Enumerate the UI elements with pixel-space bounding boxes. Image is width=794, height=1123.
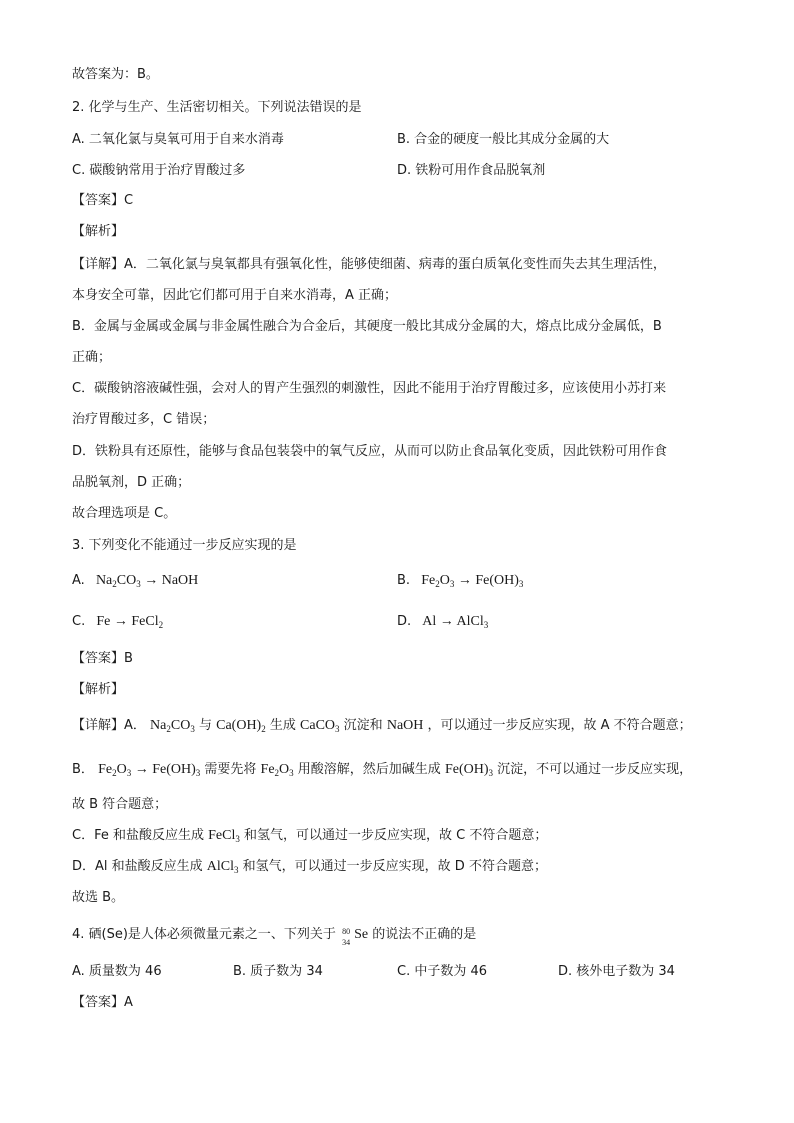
formula: $Fe_2O_3 \to Fe(OH)_3$ — [414, 573, 524, 589]
formula: FeCl$_3$ — [208, 828, 240, 844]
question-2-explanation-line-3: B．金属与金属或金属与非金属性融合为合金后，其硬度一般比其成分金属的大，熔点比成分金属低，B — [72, 319, 662, 334]
option-letter: B. — [397, 573, 411, 588]
text-segment: D．Al 和盐酸反应生成 — [72, 859, 203, 874]
formula: $Fe_2O_3 \to Fe(OH)_3$ — [98, 762, 201, 778]
question-4-option-d: D. 核外电子数为 34 — [558, 964, 675, 979]
text-segment: C．Fe 和盐酸反应生成 — [72, 828, 204, 843]
text-segment: 沉淀和 — [343, 718, 383, 733]
question-4-option-c: C. 中子数为 46 — [397, 964, 488, 979]
label-a: 【详解】A． — [72, 718, 146, 733]
question-4-stem — [72, 926, 477, 947]
text-segment: 沉淀，不可以通过一步反应实现， — [497, 762, 693, 777]
text-segment: 生成 — [269, 718, 296, 733]
label-b: B． — [72, 762, 94, 777]
question-3-explanation-d — [72, 858, 547, 876]
formula: CaCO$_3$ — [300, 718, 340, 734]
text-segment: 和氢气，可以通过一步反应实现，故 D 不符合题意； — [242, 859, 547, 874]
text-segment: 4. 硒(Se)是人体必须微量元素之一、下列关于 — [72, 927, 336, 942]
question-4-option-a: A. 质量数为 46 — [72, 964, 162, 979]
question-2-answer: 【答案】C — [72, 193, 134, 208]
question-4-option-b: B. 质子数为 34 — [233, 964, 323, 979]
question-2-option-c: C. 碳酸钠常用于治疗胃酸过多 — [72, 163, 246, 178]
formula: $Fe(OH)_3$ — [444, 762, 493, 778]
formula: NaOH — [386, 718, 424, 733]
question-2-explanation-line-7: D．铁粉具有还原性，能够与食品包装袋中的氧气反应，从而可以防止食品氧化变质，因此铁粉可用作食 — [72, 444, 668, 459]
formula: $Na_2CO_3$ — [150, 718, 195, 734]
question-2-explanation-line-5: C．碳酸钠溶液碱性强，会对人的胃产生强烈的刺激性，因此不能用于治疗胃酸过多，应该使用小苏打来 — [72, 381, 667, 396]
formula: Al → AlCl$_3$ — [415, 614, 489, 630]
text-segment: 和氢气，可以通过一步反应实现，故 C 不符合题意； — [244, 828, 548, 843]
question-3-option-c — [72, 613, 163, 631]
text-segment: 与 — [198, 718, 212, 733]
question-3-explanation-b-cont: 故 B 符合题意； — [72, 797, 168, 812]
question-2-option-d: D. 铁粉可用作食品脱氧剂 — [397, 163, 546, 178]
question-2-explanation-line-6: 治疗胃酸过多，C 错误； — [72, 412, 216, 427]
formula: Se — [354, 927, 369, 942]
question-2-explanation-line-4: 正确； — [72, 350, 112, 365]
text-segment: 需要先将 — [204, 762, 257, 777]
question-3-option-b — [397, 572, 523, 590]
question-3-analysis-heading: 【解析】 — [72, 682, 125, 697]
question-3-conclusion: 故选 B。 — [72, 890, 125, 905]
question-3-option-d — [397, 613, 488, 631]
option-letter: D. — [397, 614, 412, 629]
question-3-explanation-b — [72, 761, 692, 779]
question-2-explanation-line-2: 本身安全可靠，因此它们都可用于自来水消毒，A 正确； — [72, 288, 398, 303]
line-answer-prev: 故答案为：B。 — [72, 67, 159, 82]
formula: Fe → FeCl$_2$ — [89, 614, 164, 630]
nuclide-notation: 80 34 — [342, 927, 351, 947]
question-2-option-b: B. 合金的硬度一般比其成分金属的大 — [397, 132, 610, 147]
formula: $Ca(OH)_2$ — [216, 718, 266, 734]
text-segment: ，可以通过一步反应实现，故 A 不符合题意； — [427, 718, 692, 733]
option-letter: A. — [72, 573, 85, 588]
question-4-answer: 【答案】A — [72, 995, 133, 1010]
question-2-explanation-line-8: 品脱氧剂，D 正确； — [72, 475, 191, 490]
question-2-explanation-line-1: 【详解】A．二氧化氯与臭氧都具有强氧化性，能够使细菌、病毒的蛋白质氧化变性而失去其生理活性， — [72, 257, 666, 272]
question-3-stem: 3. 下列变化不能通过一步反应实现的是 — [72, 538, 297, 553]
question-3-answer: 【答案】B — [72, 651, 133, 666]
formula: $Fe_2O_3$ — [260, 762, 294, 778]
option-letter: C. — [72, 614, 86, 629]
formula: $Na_2CO_3$ → NaOH — [88, 573, 199, 589]
question-2-analysis-heading: 【解析】 — [72, 224, 125, 239]
text-segment: 用酸溶解，然后加碱生成 — [297, 762, 441, 777]
question-3-option-a — [72, 572, 198, 590]
question-3-explanation-c — [72, 827, 547, 845]
question-3-explanation-a — [72, 717, 692, 735]
question-2-option-a: A. 二氧化氯与臭氧可用于自来水消毒 — [72, 132, 284, 147]
question-2-conclusion: 故合理选项是 C。 — [72, 506, 177, 521]
formula: AlCl$_3$ — [206, 859, 239, 875]
text-segment: 的说法不正确的是 — [372, 927, 477, 942]
question-2-stem: 2. 化学与生产、生活密切相关。下列说法错误的是 — [72, 100, 362, 115]
